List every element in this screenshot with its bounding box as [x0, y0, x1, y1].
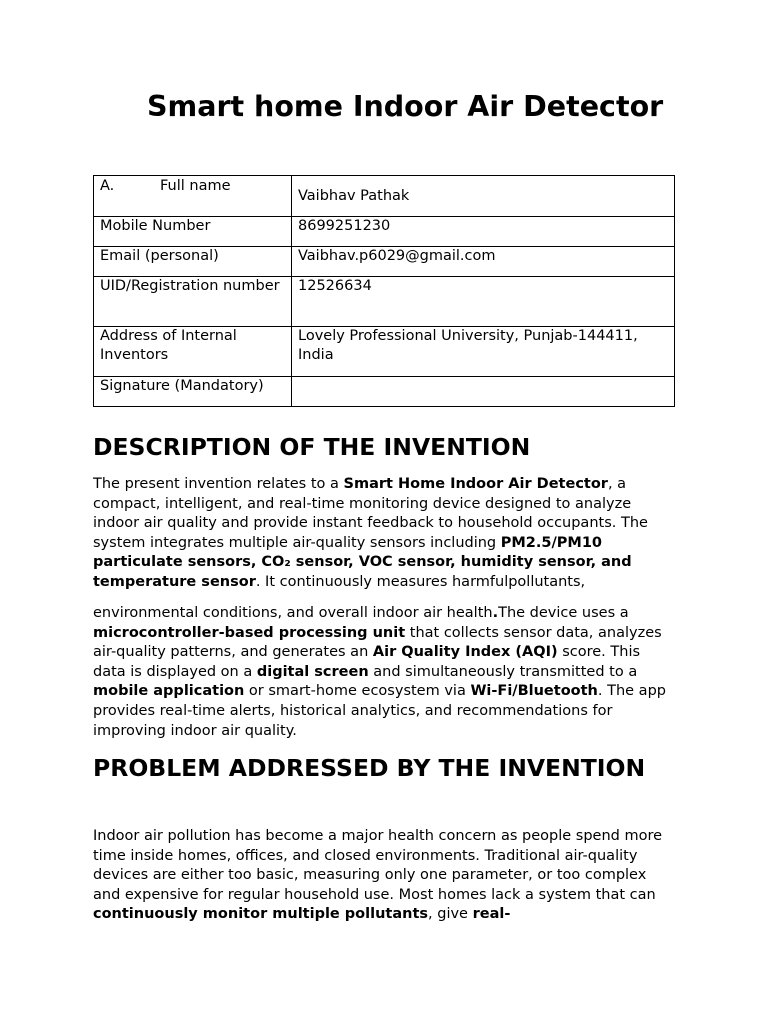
document-title: Smart home Indoor Air Detector: [147, 90, 664, 123]
table-value-cell: 12526634: [292, 277, 675, 327]
table-value-cell: Vaibhav.p6029@gmail.com: [292, 247, 675, 277]
table-label-cell: [94, 176, 292, 217]
table-value-cell: Lovely Professional University, Punjab-144411, India: [292, 327, 675, 377]
row-prefix: A.: [100, 178, 115, 194]
table-label-cell: Signature (Mandatory): [94, 377, 292, 407]
inventor-info-table: [93, 175, 675, 407]
problem-heading: PROBLEM ADDRESSED BY THE INVENTION: [93, 754, 646, 782]
table-row: [94, 327, 675, 377]
table-row: [94, 277, 675, 327]
table-label-cell: Email (personal): [94, 247, 292, 277]
table-row: [94, 247, 675, 277]
table-label-cell: Mobile Number: [94, 217, 292, 247]
table-label-cell: Address of Internal Inventors: [94, 327, 292, 377]
description-paragraph-2: environmental conditions, and overall indoor air health.The device uses a microcontroller-based processing unit that collects sensor data, analyzes air-quality patterns, and generates an Air Quality Index (AQI) score. This data is displayed on a digital screen and simultaneously transmitted to a mobile application or smart-home ecosystem via Wi-Fi/Bluetooth. The app provides real-time alerts, historical analytics, and recommendations for improving indoor air quality.: [93, 605, 666, 739]
description-paragraph-1: The present invention relates to a Smart Home Indoor Air Detector, a compact, intelligent, and real-time monitoring device designed to analyze indoor air quality and provide instant feedback to household occupants. The system integrates multiple air-quality sensors including PM2.5/PM10 particulate sensors, CO₂ sensor, VOC sensor, humidity sensor, and temperature sensor. It continuously measures harmfulpollutants,: [93, 476, 648, 590]
table-row: [94, 176, 675, 217]
table-value-cell: Vaibhav Pathak: [292, 176, 675, 217]
table-label-cell: UID/Registration number: [94, 277, 292, 327]
table-value-cell: 8699251230: [292, 217, 675, 247]
description-heading: DESCRIPTION OF THE INVENTION: [93, 433, 531, 461]
signature-cell: [292, 377, 675, 407]
row-label: Full name: [160, 178, 231, 194]
table-row: [94, 377, 675, 407]
problem-paragraph-1: Indoor air pollution has become a major health concern as people spend more time inside homes, offices, and closed environments. Traditional air-quality devices are either too basic, measuring only one parameter, or too complex and expensive for regular household use. Most homes lack a system that can continuously monitor multiple pollutants, give real-: [93, 828, 663, 923]
table-row: [94, 217, 675, 247]
